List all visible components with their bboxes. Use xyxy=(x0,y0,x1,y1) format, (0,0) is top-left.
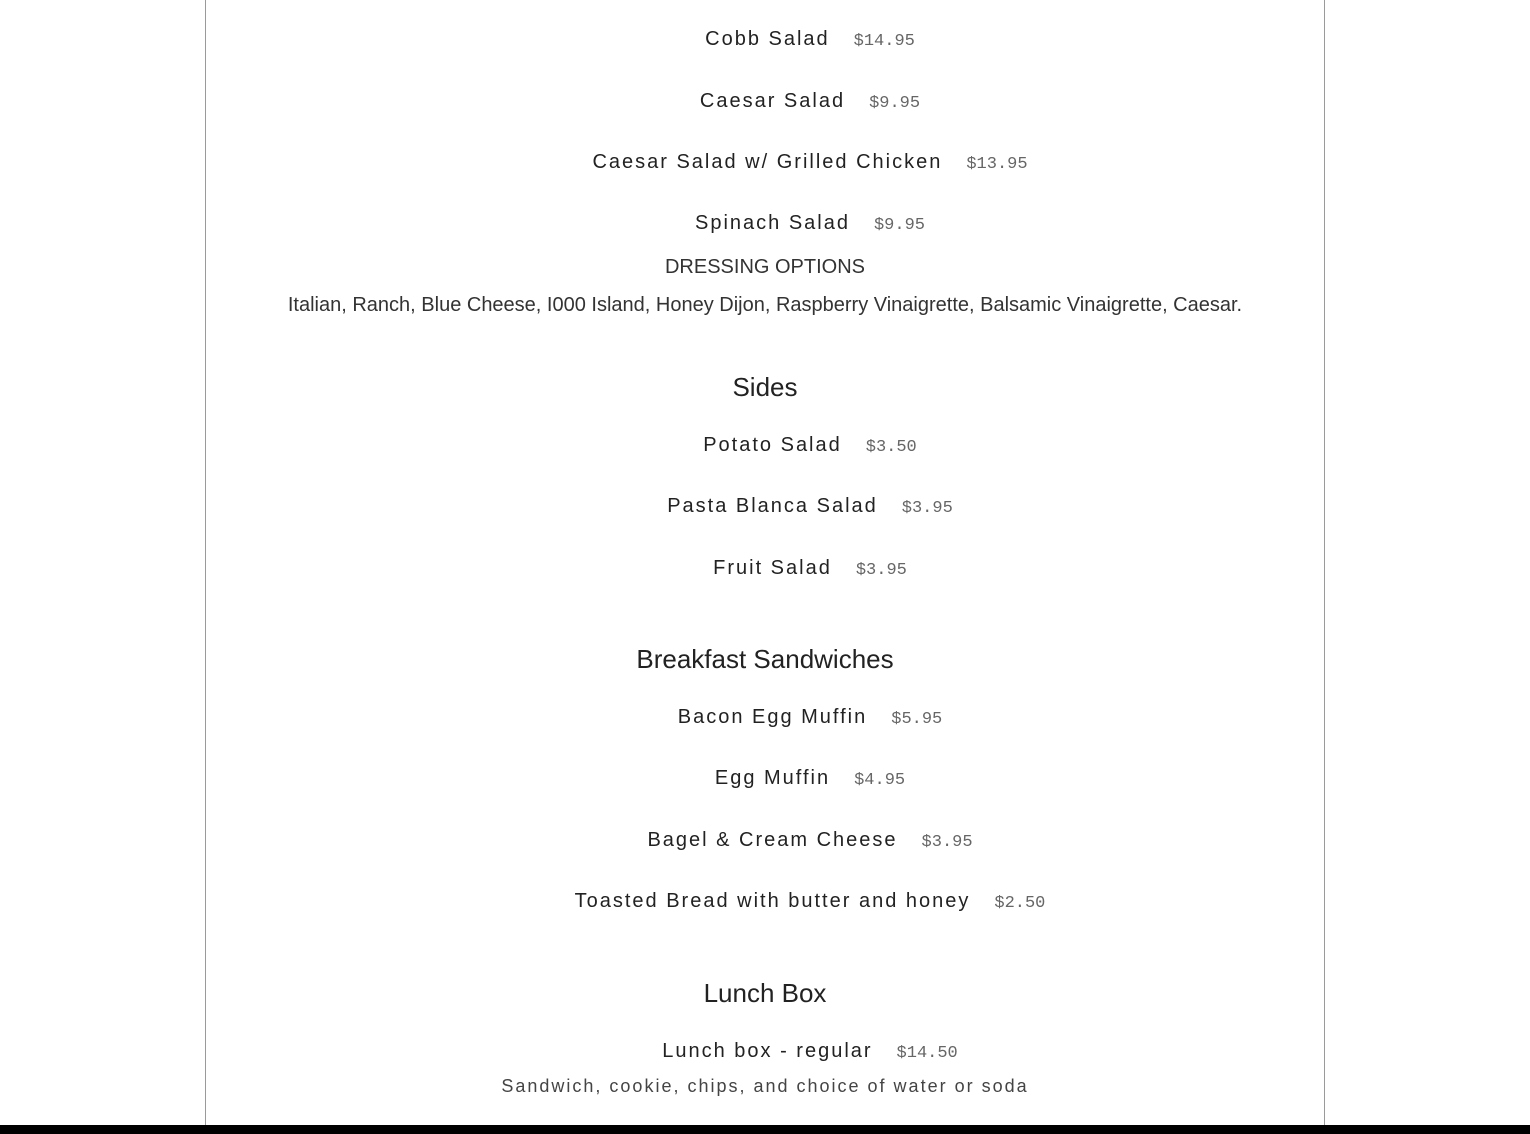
item-name: Cobb Salad xyxy=(705,28,830,50)
menu-item-bagel-cream-cheese xyxy=(0,829,1530,852)
section-title-breakfast: Breakfast Sandwiches xyxy=(636,644,894,674)
section-title-sides: Sides xyxy=(732,372,798,402)
menu-item-fruit-salad xyxy=(0,557,1530,580)
bottom-bar xyxy=(0,1125,1530,1134)
menu-item-egg-muffin xyxy=(0,767,1530,790)
dressing-options-title-row xyxy=(0,256,1530,279)
dressing-options-list-row xyxy=(0,294,1530,317)
item-name: Spinach Salad xyxy=(695,212,850,234)
menu-item-caesar-salad-chicken xyxy=(0,151,1530,174)
item-name: Pasta Blanca Salad xyxy=(667,495,878,517)
item-description: Sandwich, cookie, chips, and choice of water or soda xyxy=(501,1076,1029,1096)
menu-item-toasted-bread xyxy=(0,890,1530,913)
section-title-breakfast-row xyxy=(0,644,1530,675)
lunch-box-description-row xyxy=(0,1076,1530,1097)
section-title-sides-row xyxy=(0,372,1530,403)
item-name: Egg Muffin xyxy=(714,767,831,789)
section-title-lunch-box-row xyxy=(0,978,1530,1009)
section-title-lunch-box: Lunch Box xyxy=(703,978,827,1008)
item-name: Lunch box - regular xyxy=(662,1040,873,1062)
item-price: $4.95 xyxy=(854,771,906,790)
menu-item-bacon-egg-muffin xyxy=(0,706,1530,729)
menu-item-pasta-blanca-salad xyxy=(0,495,1530,518)
item-price: $14.50 xyxy=(896,1044,958,1063)
item-price: $5.95 xyxy=(891,710,943,729)
item-name: Bacon Egg Muffin xyxy=(677,706,868,728)
menu-item-cobb-salad xyxy=(0,28,1530,51)
dressing-options-list: Italian, Ranch, Blue Cheese, I000 Island, Honey Dijon, Raspberry Vinaigrette, Balsamic Vinaigrette, Caesar. xyxy=(287,294,1243,316)
item-price: $3.95 xyxy=(921,833,973,852)
item-price: $13.95 xyxy=(966,155,1028,174)
menu-item-lunch-box-regular xyxy=(0,1040,1530,1063)
item-name: Caesar Salad xyxy=(699,90,846,112)
item-price: $3.95 xyxy=(855,561,907,580)
item-name: Bagel & Cream Cheese xyxy=(647,829,898,851)
item-price: $3.50 xyxy=(865,438,917,457)
item-price: $9.95 xyxy=(869,94,921,113)
menu-item-spinach-salad xyxy=(0,212,1530,235)
item-name: Caesar Salad w/ Grilled Chicken xyxy=(592,151,943,173)
menu-item-caesar-salad xyxy=(0,90,1530,113)
item-name: Potato Salad xyxy=(703,434,842,456)
item-name: Fruit Salad xyxy=(713,557,832,579)
item-price: $3.95 xyxy=(901,499,953,518)
item-price: $2.50 xyxy=(994,894,1046,913)
dressing-options-title: DRESSING OPTIONS xyxy=(664,256,866,278)
item-name: Toasted Bread with butter and honey xyxy=(574,890,971,912)
menu-item-potato-salad xyxy=(0,434,1530,457)
item-price: $14.95 xyxy=(853,32,915,51)
item-price: $9.95 xyxy=(873,216,925,235)
